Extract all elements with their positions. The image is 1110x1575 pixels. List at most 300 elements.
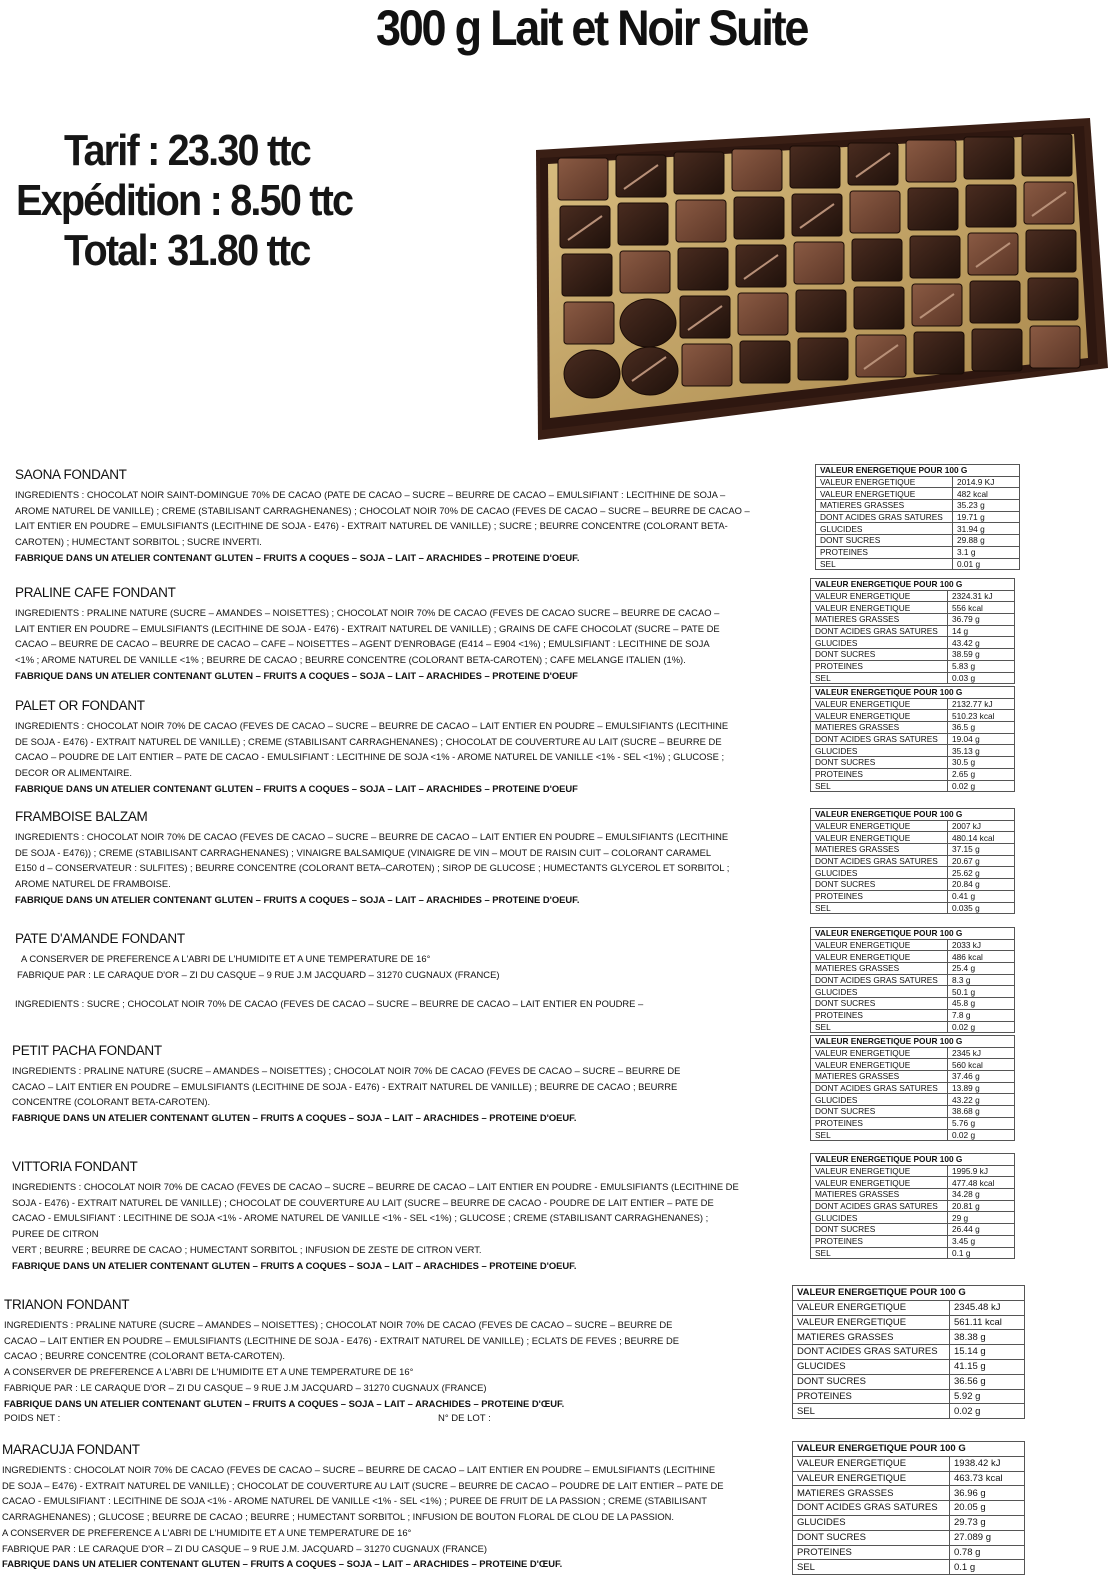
nutrition-row [793, 1345, 1025, 1360]
product-section [15, 808, 815, 908]
chocolate-piece [970, 281, 1020, 323]
nutrient-value: 2345 kJ [948, 1047, 1015, 1059]
nutrient-value: 556 kcal [948, 602, 1015, 614]
nutrition-row [811, 974, 1015, 986]
product-name: FRAMBOISE BALZAM [15, 809, 148, 824]
nutrient-label: GLUCIDES [793, 1515, 950, 1530]
nutrient-value: 463.73 kcal [950, 1471, 1025, 1486]
allergen-notice: FABRIQUE DANS UN ATELIER CONTENANT GLUTEN – FRUITS A COQUES – SOJA – LAIT – ARACHIDES – PROTEINE D'OEUF. [12, 1112, 577, 1124]
nutrient-label: MATIERES GRASSES [811, 844, 948, 856]
chocolate-piece [798, 338, 848, 380]
nutrient-value: 2.65 g [948, 768, 1015, 780]
nutrient-value: 36.96 g [950, 1486, 1025, 1501]
nutrition-row [793, 1486, 1025, 1501]
nutrient-value: 0.1 g [948, 1247, 1015, 1259]
ingredient-line: PUREE DE CITRON [12, 1228, 99, 1240]
nutrition-row [811, 649, 1015, 661]
nutrient-label: GLUCIDES [793, 1359, 950, 1374]
nutrient-value: 5.76 g [948, 1117, 1015, 1129]
nutrition-row [811, 963, 1015, 975]
nutrient-value: 561.11 kcal [950, 1315, 1025, 1330]
nutrient-label: SEL [793, 1404, 950, 1419]
nutrient-label: PROTEINES [811, 1009, 948, 1021]
nutrient-value: 19.71 g [953, 511, 1020, 523]
nutrient-value: 14 g [948, 625, 1015, 637]
ingredient-line: CARRAGHENANES) ; GLUCOSE ; BEURRE DE CACAO ; BEURRE ; HUMECTANT SORBITOL ; INFUSION DE BOUTON FLORAL DE CLOU DE LA PASSION. [2, 1511, 674, 1523]
ingredient-line: CONCENTRE (COLORANT BETA-CAROTEN). [12, 1096, 211, 1108]
nutrient-label: DONT SUCRES [793, 1530, 950, 1545]
chocolate-box-photo [518, 118, 1108, 448]
nutrition-row [811, 745, 1015, 757]
ingredient-line: A CONSERVER DE PREFERENCE A L'ABRI DE L'HUMIDITE ET A UNE TEMPERATURE DE 16° [21, 953, 431, 964]
nutrition-row [811, 1047, 1015, 1059]
ingredient-line: CACAO – LAIT ENTIER EN POUDRE – EMULSIFIANTS (LECITHINE DE SOJA - E476) - EXTRAIT NATUREL DE VANILLE) ; ECLATS DE FEVES ; BEURRE DE [4, 1334, 679, 1346]
nutrient-label: DONT ACIDES GRAS SATURES [811, 1200, 948, 1212]
nutrient-value: 0.1 g [950, 1560, 1025, 1575]
nutrient-value: 482 kcal [953, 488, 1020, 500]
nutrient-label: PROTEINES [811, 768, 948, 780]
nutrient-label: VALEUR ENERGETIQUE [811, 1059, 948, 1071]
ingredient-line: FABRIQUE PAR : LE CARAQUE D'OR – ZI DU CASQUE – 9 RUE J.M. JACQUARD – 31270 CUGNAUX (FRANCE) [2, 1542, 488, 1554]
nutrient-value: 1995.9 kJ [948, 1165, 1015, 1177]
nutrition-row [811, 1189, 1015, 1201]
ingredient-line: A CONSERVER DE PREFERENCE A L'ABRI DE L'HUMIDITE ET A UNE TEMPERATURE DE 16° [4, 1366, 414, 1378]
nutrition-row [816, 511, 1020, 523]
ingredient-line: CAROTEN) ; HUMECTANT SORBITOL ; SUCRE INVERTI. [15, 536, 262, 548]
nutrient-label: VALEUR ENERGETIQUE [811, 1177, 948, 1189]
nutrient-label: GLUCIDES [816, 523, 953, 535]
nutrition-row [816, 500, 1020, 512]
ingredient-line: VERT ; BEURRE ; BEURRE DE CACAO ; HUMECTANT SORBITOL ; INFUSION DE ZESTE DE CITRON VERT. [12, 1243, 482, 1255]
nutrient-label: PROTEINES [811, 660, 948, 672]
nutrition-header: VALEUR ENERGETIQUE POUR 100 G [811, 579, 1015, 591]
nutrition-row [811, 757, 1015, 769]
nutrition-row [793, 1389, 1025, 1404]
allergen-notice: FABRIQUE DANS UN ATELIER CONTENANT GLUTEN – FRUITS A COQUES – SOJA – LAIT – ARACHIDES – PROTEINE D'OEUF [15, 669, 578, 681]
nutrient-label: DONT ACIDES GRAS SATURES [811, 974, 948, 986]
nutrition-row [811, 951, 1015, 963]
nutrition-row [811, 998, 1015, 1010]
ingredient-line: FABRIQUE PAR : LE CARAQUE D'OR – ZI DU CASQUE – 9 RUE J.M JACQUARD – 31270 CUGNAUX (FRANCE) [4, 1381, 487, 1393]
nutrient-value: 0.01 g [953, 558, 1020, 570]
nutrient-label: DONT ACIDES GRAS SATURES [811, 855, 948, 867]
nutrition-row [811, 637, 1015, 649]
nutrition-row [793, 1374, 1025, 1389]
nutrition-header: VALEUR ENERGETIQUE POUR 100 G [793, 1442, 1025, 1457]
nutrition-row [811, 867, 1015, 879]
ingredient-line: INGREDIENTS : PRALINE NATURE (SUCRE – AMANDES – NOISETTES) ; CHOCOLAT NOIR 70% DE CACAO (FEVES DE CACAO SUCRE – BEURRE DE CACAO – [15, 607, 720, 618]
nutrient-value: 38.38 g [950, 1330, 1025, 1345]
nutrient-label: PROTEINES [793, 1545, 950, 1560]
nutrition-row [793, 1471, 1025, 1486]
nutrition-row [811, 1235, 1015, 1247]
nutrient-value: 37.15 g [948, 844, 1015, 856]
product-section [15, 466, 815, 566]
chocolate-piece [682, 344, 732, 386]
nutrient-value: 2007 kJ [948, 820, 1015, 832]
nutrition-row [811, 879, 1015, 891]
nutrient-label: VALEUR ENERGETIQUE [793, 1456, 950, 1471]
chocolate-piece [1030, 326, 1080, 368]
nutrient-label: MATIERES GRASSES [793, 1330, 950, 1345]
nutrient-value: 45.8 g [948, 998, 1015, 1010]
nutrient-label: VALEUR ENERGETIQUE [811, 1165, 948, 1177]
nutrient-value: 2132.77 kJ [948, 698, 1015, 710]
allergen-notice: FABRIQUE DANS UN ATELIER CONTENANT GLUTEN – FRUITS A COQUES – SOJA – LAIT – ARACHIDES – PROTEINE D'ŒUF. [2, 1558, 563, 1570]
chocolate-piece [564, 350, 620, 398]
ingredient-line: <1% ; AROME NATUREL DE VANILLE <1% ; BEURRE DE CACAO ; BEURRE CONCENTRE (COLORANT BETA-CAROTEN) ; CAFE MELANGE ITALIEN (1%). [15, 654, 686, 666]
nutrient-label: VALEUR ENERGETIQUE [793, 1471, 950, 1486]
ingredient-line: INGREDIENTS : PRALINE NATURE (SUCRE – AMANDES – NOISETTES) ; CHOCOLAT NOIR 70% DE CACAO (FEVES DE CACAO – SUCRE – BEURRE DE [12, 1065, 681, 1076]
nutrition-row [816, 476, 1020, 488]
nutrient-label: VALEUR ENERGETIQUE [793, 1315, 950, 1330]
nutrient-value: 36.56 g [950, 1374, 1025, 1389]
nutrient-label: VALEUR ENERGETIQUE [793, 1300, 950, 1315]
chocolate-piece [910, 236, 960, 278]
chocolate-piece [562, 254, 612, 296]
nutrient-label: MATIERES GRASSES [811, 963, 948, 975]
ingredient-line: DE SOJA – E476) - EXTRAIT NATUREL DE VANILLE) ; CHOCOLAT DE COUVERTURE AU LAIT (SUCRE – BEURRE DE CACAO – POUDRE DE LAIT ENTIER – PATE DE [2, 1479, 724, 1491]
nutrient-value: 0.03 g [948, 672, 1015, 684]
chocolate-piece [620, 299, 676, 347]
nutrient-label: PROTEINES [811, 1235, 948, 1247]
chocolate-piece [676, 200, 726, 242]
nutrient-value: 7.8 g [948, 1009, 1015, 1021]
nutrition-row [811, 660, 1015, 672]
nutrition-header: VALEUR ENERGETIQUE POUR 100 G [811, 687, 1015, 699]
allergen-notice: FABRIQUE DANS UN ATELIER CONTENANT GLUTEN – FRUITS A COQUES – SOJA – LAIT – ARACHIDES – PROTEINE D'OEUF [15, 782, 578, 794]
chocolate-piece [914, 332, 964, 374]
nutrient-value: 0.02 g [948, 1129, 1015, 1141]
nutrition-row [793, 1330, 1025, 1345]
nutrient-value: 35.13 g [948, 745, 1015, 757]
nutrient-value: 43.42 g [948, 637, 1015, 649]
nutrient-value: 0.41 g [948, 890, 1015, 902]
chocolate-piece [678, 248, 728, 290]
nutrient-value: 2345.48 kJ [950, 1300, 1025, 1315]
nutrition-row [816, 535, 1020, 547]
nutrition-row [811, 1117, 1015, 1129]
nutrient-label: SEL [811, 1021, 948, 1033]
ingredient-line: AROME NATUREL DE FRAMBOISE. [15, 878, 171, 890]
nutrition-row [793, 1404, 1025, 1419]
chocolate-piece [734, 197, 784, 239]
nutrition-row [811, 672, 1015, 684]
chocolate-piece [738, 293, 788, 335]
nutrient-label: VALEUR ENERGETIQUE [811, 820, 948, 832]
nutrient-label: SEL [811, 902, 948, 914]
nutrition-row [793, 1545, 1025, 1560]
nutrition-row [811, 1082, 1015, 1094]
page-title: 300 g Lait et Noir Suite [376, 0, 808, 56]
nutrition-table [810, 1035, 1015, 1141]
nutrient-label: GLUCIDES [811, 1212, 948, 1224]
nutrient-value: 8.3 g [948, 974, 1015, 986]
nutrient-value: 0.02 g [948, 1021, 1015, 1033]
nutrient-label: GLUCIDES [811, 867, 948, 879]
nutrition-row [816, 488, 1020, 500]
nutrition-row [811, 844, 1015, 856]
nutrition-row [816, 523, 1020, 535]
chocolate-piece [620, 251, 670, 293]
nutrient-label: PROTEINES [811, 1117, 948, 1129]
nutrient-label: PROTEINES [811, 890, 948, 902]
chocolate-piece [564, 302, 614, 344]
nutrition-row [811, 1165, 1015, 1177]
nutrition-header: VALEUR ENERGETIQUE POUR 100 G [816, 465, 1020, 477]
ingredient-line: DE SOJA - E476) - EXTRAIT NATUREL DE VANILLE) ; CREME (STABILISANT CARRAGHENANES) ; CHOCOLAT DE COUVERTURE AU LAIT (SUCRE – BEURRE DE [15, 735, 722, 747]
nutrient-value: 35.23 g [953, 500, 1020, 512]
nutrient-label: VALEUR ENERGETIQUE [811, 832, 948, 844]
nutrition-row [811, 1212, 1015, 1224]
nutrient-label: MATIERES GRASSES [811, 1189, 948, 1201]
nutrient-label: DONT SUCRES [811, 879, 948, 891]
nutrient-value: 0.78 g [950, 1545, 1025, 1560]
product-section [4, 1296, 804, 1411]
chocolate-piece [908, 188, 958, 230]
nutrient-label: GLUCIDES [811, 1094, 948, 1106]
ingredient-line: FABRIQUE PAR : LE CARAQUE D'OR – ZI DU CASQUE – 9 RUE J.M JACQUARD – 31270 CUGNAUX (FRANCE) [17, 968, 500, 980]
nutrition-row [816, 558, 1020, 570]
nutrition-table [810, 1153, 1015, 1259]
nutrient-label: SEL [811, 1129, 948, 1141]
nutrient-value: 510.23 kcal [948, 710, 1015, 722]
nutrition-row [811, 939, 1015, 951]
chocolate-piece [794, 242, 844, 284]
nutrient-label: VALEUR ENERGETIQUE [816, 488, 953, 500]
nutrient-value: 36.79 g [948, 614, 1015, 626]
nutrient-value: 25.4 g [948, 963, 1015, 975]
ingredient-line: LAIT ENTIER EN POUDRE – EMULSIFIANTS (LECITHINE DE SOJA - E476) - EXTRAIT NATUREL DE VANILLE) ; GRAINS DE CAFE CHOCOLAT (SUCRE – PATE DE [15, 622, 720, 634]
ingredient-line: E150 d – CONSERVATEUR : SULFITES) ; BEURRE CONCENTRE (COLORANT BETA–CAROTEN) ; SIROP DE GLUCOSE ; HUMECTANTS GLYCEROL ET SORBITOL ; [15, 862, 730, 874]
nutrition-row [793, 1560, 1025, 1575]
nutrition-row [793, 1530, 1025, 1545]
product-section [15, 584, 815, 684]
nutrition-row [811, 820, 1015, 832]
nutrient-value: 3.1 g [953, 546, 1020, 558]
nutrition-row [811, 780, 1015, 792]
nutrition-row [811, 1177, 1015, 1189]
nutrient-value: 15.14 g [950, 1345, 1025, 1360]
nutrient-value: 560 kcal [948, 1059, 1015, 1071]
nutrition-row [811, 614, 1015, 626]
nutrient-label: DONT SUCRES [811, 1224, 948, 1236]
nutrient-value: 36.5 g [948, 722, 1015, 734]
ingredient-line: DE SOJA - E476)) ; CREME (STABILISANT CARRAGHENANES) ; VINAIGRE BALSAMIQUE (VINAIGRE DE VIN – MOUT DE RAISIN CUIT – COLORANT CARAMEL [15, 846, 712, 858]
nutrient-value: 0.02 g [950, 1404, 1025, 1419]
product-section [15, 930, 815, 1012]
nutrient-value: 41.15 g [950, 1359, 1025, 1374]
nutrient-value: 29.88 g [953, 535, 1020, 547]
nutrient-label: DONT ACIDES GRAS SATURES [793, 1345, 950, 1360]
chocolate-piece [1022, 134, 1072, 176]
nutrition-row [811, 1071, 1015, 1083]
nutrient-label: VALEUR ENERGETIQUE [811, 590, 948, 602]
ingredient-line: LAIT ENTIER EN POUDRE – EMULSIFIANTS (LECITHINE DE SOJA - E476) - EXTRAIT NATUREL DE VANILLE) ; SUCRE ; BEURRE CONCENTRE (COLORANT BETA- [15, 520, 728, 532]
ingredient-line: SOJA - E476) - EXTRAIT NATUREL DE VANILLE) ; CHOCOLAT DE COUVERTURE AU LAIT (SUCRE – BEURRE DE CACAO - POUDRE DE LAIT ENTIER – PATE DE [12, 1196, 714, 1208]
nutrient-value: 20.67 g [948, 855, 1015, 867]
allergen-notice: FABRIQUE DANS UN ATELIER CONTENANT GLUTEN – FRUITS A COQUES – SOJA – LAIT – ARACHIDES – PROTEINE D'OEUF. [15, 551, 580, 563]
nutrient-label: DONT SUCRES [811, 998, 948, 1010]
nutrition-row [811, 902, 1015, 914]
chocolate-piece [732, 149, 782, 191]
nutrient-label: DONT SUCRES [816, 535, 953, 547]
nutrition-row [793, 1359, 1025, 1374]
ingredient-line: CACAO - EMULSIFIANT : LECITHINE DE SOJA <1% - AROME NATUREL DE VANILLE <1% - SEL <1%) ; PUREE DE FRUIT DE LA PASSION ; CREME (STABILISANT [2, 1495, 707, 1507]
nutrient-value: 50.1 g [948, 986, 1015, 998]
product-name: VITTORIA FONDANT [12, 1159, 138, 1174]
nutrition-row [811, 1247, 1015, 1259]
chocolate-piece [790, 146, 840, 188]
nutrient-label: VALEUR ENERGETIQUE [811, 939, 948, 951]
nutrient-label: VALEUR ENERGETIQUE [811, 1047, 948, 1059]
nutrient-value: 20.84 g [948, 879, 1015, 891]
nutrition-row [811, 1009, 1015, 1021]
ingredient-line: INGREDIENTS : CHOCOLAT NOIR 70% DE CACAO (FEVES DE CACAO – SUCRE – BEURRE DE CACAO – LAIT ENTIER EN POUDRE – EMULSIFIANTS (LECITHINE [15, 720, 729, 731]
nutrient-value: 5.92 g [950, 1389, 1025, 1404]
chocolate-piece [852, 239, 902, 281]
nutrition-row [811, 722, 1015, 734]
chocolate-piece [1028, 278, 1078, 320]
nutrient-label: SEL [811, 1247, 948, 1259]
nutrition-table [810, 686, 1015, 792]
chocolate-piece [966, 185, 1016, 227]
nutrient-label: MATIERES GRASSES [816, 500, 953, 512]
nutrient-label: DONT ACIDES GRAS SATURES [816, 511, 953, 523]
nutrition-row [793, 1501, 1025, 1516]
nutrient-value: 1938.42 kJ [950, 1456, 1025, 1471]
nutrition-row [811, 1021, 1015, 1033]
nutrient-value: 29.73 g [950, 1515, 1025, 1530]
price-expedition: Expédition : 8.50 ttc [16, 176, 353, 225]
nutrient-value: 38.68 g [948, 1106, 1015, 1118]
nutrition-row [811, 832, 1015, 844]
product-name: SAONA FONDANT [15, 467, 127, 482]
nutrition-row [811, 1106, 1015, 1118]
product-section [2, 1441, 802, 1572]
nutrient-value: 486 kcal [948, 951, 1015, 963]
nutrient-value: 26.44 g [948, 1224, 1015, 1236]
nutrient-value: 2324.31 kJ [948, 590, 1015, 602]
nutrient-value: 31.94 g [953, 523, 1020, 535]
ingredient-line: AROME NATUREL DE VANILLE) ; CREME (STABILISANT CARRAGHENANES) ; CHOCOLAT NOIR 70% DE CACAO (FEVES DE CACAO – SUCRE – BEURRE DE CACAO – [15, 504, 750, 516]
nutrient-label: DONT SUCRES [811, 649, 948, 661]
nutrition-row [811, 1224, 1015, 1236]
nutrient-value: 0.035 g [948, 902, 1015, 914]
nutrient-value: 477.48 kcal [948, 1177, 1015, 1189]
ingredient-line: INGREDIENTS : CHOCOLAT NOIR SAINT-DOMINGUE 70% DE CACAO (PATE DE CACAO – SUCRE – BEURRE DE CACAO – EMULSIFIANT : LECITHINE DE SOJA – [15, 489, 726, 500]
chocolate-piece [674, 152, 724, 194]
nutrition-header: VALEUR ENERGETIQUE POUR 100 G [793, 1286, 1025, 1301]
nutrient-value: 5.83 g [948, 660, 1015, 672]
nutrition-header: VALEUR ENERGETIQUE POUR 100 G [811, 1036, 1015, 1048]
product-section [15, 697, 815, 797]
chocolate-piece [906, 140, 956, 182]
allergen-notice: FABRIQUE DANS UN ATELIER CONTENANT GLUTEN – FRUITS A COQUES – SOJA – LAIT – ARACHIDES – PROTEINE D'ŒUF. [4, 1397, 565, 1409]
chocolate-piece [972, 329, 1022, 371]
nutrient-label: DONT ACIDES GRAS SATURES [811, 1082, 948, 1094]
nutrition-header: VALEUR ENERGETIQUE POUR 100 G [811, 1154, 1015, 1166]
nutrient-value: 25.62 g [948, 867, 1015, 879]
nutrition-row [793, 1456, 1025, 1471]
nutrient-value: 20.81 g [948, 1200, 1015, 1212]
nutrient-value: 20.05 g [950, 1501, 1025, 1516]
ingredient-line: CACAO – BEURRE DE CACAO – BEURRE DE CACAO – CAFE – NOISETTES – AGENT D'ENROBAGE (E414 – E904 <1%) ; EMULSIFIANT : LECITHINE DE SOJA [15, 638, 710, 650]
nutrition-table [810, 808, 1015, 914]
nutrient-label: SEL [811, 780, 948, 792]
nutrition-row [811, 855, 1015, 867]
nutrient-value: 0.02 g [948, 780, 1015, 792]
nutrient-value: 2014.9 KJ [953, 476, 1020, 488]
ingredient-line: INGREDIENTS : CHOCOLAT NOIR 70% DE CACAO (FEVES DE CACAO – SUCRE – BEURRE DE CACAO – LAIT ENTIER EN POUDRE - EMULSIFIANTS (LECITHINE DE [12, 1181, 739, 1192]
ingredient-line: INGREDIENTS : CHOCOLAT NOIR 70% DE CACAO (FEVES DE CACAO – SUCRE – BEURRE DE CACAO – LAIT ENTIER EN POUDRE – EMULSIFIANTS (LECITHINE [15, 831, 729, 842]
chocolate-piece [618, 203, 668, 245]
nutrition-row [811, 1094, 1015, 1106]
chocolate-piece [796, 290, 846, 332]
product-section [12, 1158, 812, 1273]
nutrient-label: PROTEINES [816, 546, 953, 558]
ingredient-line: INGREDIENTS : CHOCOLAT NOIR 70% DE CACAO (FEVES DE CACAO – SUCRE – BEURRE DE CACAO – LAIT ENTIER EN POUDRE – EMULSIFIANTS (LECITHINE [2, 1464, 716, 1475]
nutrition-row [811, 1129, 1015, 1141]
nutrient-label: VALEUR ENERGETIQUE [811, 602, 948, 614]
nutrient-label: VALEUR ENERGETIQUE [811, 951, 948, 963]
chocolate-piece [558, 158, 608, 200]
ingredient-line: CACAO – POUDRE DE LAIT ENTIER – PATE DE CACAO - EMULSIFIANT : LECITHINE DE SOJA <1% - AROME NATUREL DE VANILLE <1% - SEL <1%) ; GLUCOSE ; [15, 751, 725, 763]
nutrition-header: VALEUR ENERGETIQUE POUR 100 G [811, 928, 1015, 940]
nutrition-table [810, 927, 1015, 1033]
nutrient-label: VALEUR ENERGETIQUE [811, 698, 948, 710]
nutrient-label: MATIERES GRASSES [811, 614, 948, 626]
nutrient-label: DONT ACIDES GRAS SATURES [793, 1501, 950, 1516]
product-name: PRALINE CAFE FONDANT [15, 585, 176, 600]
nutrient-label: GLUCIDES [811, 986, 948, 998]
nutrient-label: DONT SUCRES [811, 757, 948, 769]
nutrition-row [811, 710, 1015, 722]
ingredient-line: INGREDIENTS : PRALINE NATURE (SUCRE – AMANDES – NOISETTES) ; CHOCOLAT NOIR 70% DE CACAO (FEVES DE CACAO – SUCRE – BEURRE DE [4, 1319, 673, 1330]
nutrient-label: VALEUR ENERGETIQUE [816, 476, 953, 488]
nutrition-row [793, 1515, 1025, 1530]
nutrition-row [811, 733, 1015, 745]
lot-number-label: N° DE LOT : [438, 1413, 491, 1424]
nutrient-label: SEL [811, 672, 948, 684]
nutrient-label: PROTEINES [793, 1389, 950, 1404]
nutrient-value: 480.14 kcal [948, 832, 1015, 844]
ingredient-line: A CONSERVER DE PREFERENCE A L'ABRI DE L'HUMIDITE ET A UNE TEMPERATURE DE 16° [2, 1526, 412, 1538]
product-name: PETIT PACHA FONDANT [12, 1043, 162, 1058]
product-name: PATE D'AMANDE FONDANT [15, 931, 185, 946]
nutrient-value: 37.46 g [948, 1071, 1015, 1083]
nutrient-label: DONT SUCRES [793, 1374, 950, 1389]
nutrition-row [811, 986, 1015, 998]
nutrition-row [811, 890, 1015, 902]
product-name: PALET OR FONDANT [15, 698, 145, 713]
nutrient-value: 13.89 g [948, 1082, 1015, 1094]
price-total: Total: 31.80 ttc [64, 226, 310, 275]
nutrient-value: 2033 kJ [948, 939, 1015, 951]
nutrient-value: 30.5 g [948, 757, 1015, 769]
nutrient-value: 43.22 g [948, 1094, 1015, 1106]
nutrient-label: SEL [816, 558, 953, 570]
nutrition-row [811, 602, 1015, 614]
chocolate-piece [740, 341, 790, 383]
nutrition-row [816, 546, 1020, 558]
nutrition-row [811, 1059, 1015, 1071]
nutrition-row [811, 625, 1015, 637]
nutrient-label: MATIERES GRASSES [811, 1071, 948, 1083]
nutrition-table [815, 464, 1020, 570]
nutrient-label: GLUCIDES [811, 745, 948, 757]
nutrition-row [811, 1200, 1015, 1212]
